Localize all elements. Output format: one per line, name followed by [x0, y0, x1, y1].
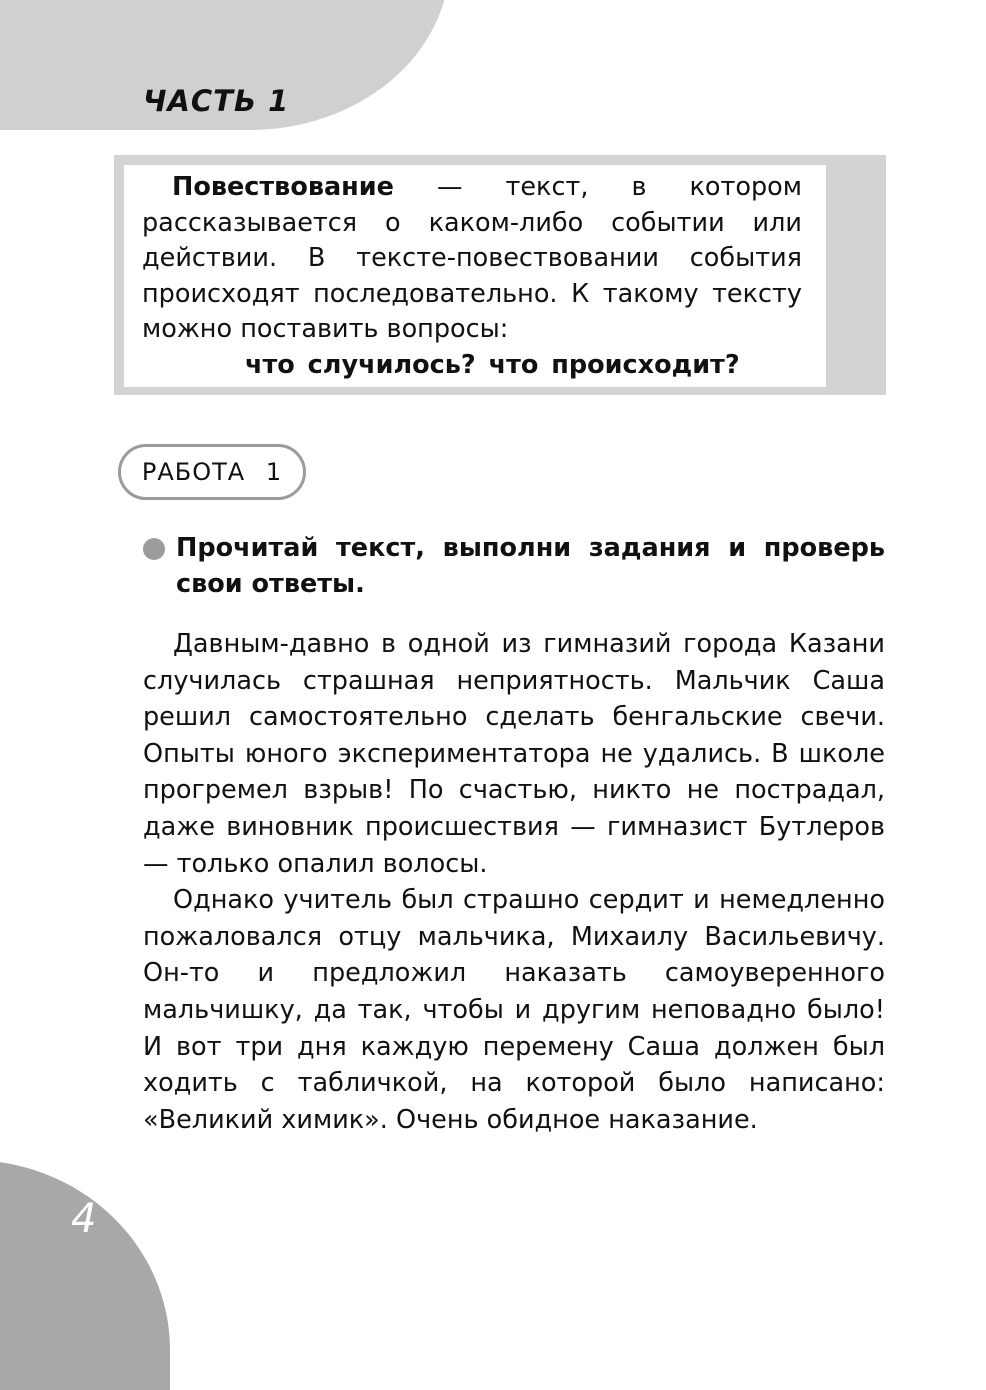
story-paragraph-2: Однако учитель был страшно сердит и немедленно пожаловался отцу мальчика, Михаилу Васильевичу. Он-то и предложил наказать самоуверенного мальчишку, да так, чтобы и другим неповадно было! И вот три дня каждую перемену Саша должен был ходить с табличкой, на которой было написано: «Великий химик». Очень обидное наказание. — [143, 885, 885, 1135]
rule-box — [124, 165, 826, 387]
rule-term: Повествование — [172, 172, 394, 202]
story-text — [143, 626, 885, 1138]
part-title: ЧАСТЬ 1 — [143, 84, 290, 118]
rule-definition — [142, 170, 802, 348]
rule-questions: что случилось? что происходит? — [245, 349, 740, 380]
work-label-badge — [118, 444, 306, 500]
task-text: Прочитай текст, выполни задания и проверь свои ответы. — [176, 533, 885, 599]
bullet-dot-icon — [143, 538, 165, 560]
work-label: РАБОТА 1 — [141, 458, 283, 486]
page-number-decoration-shape — [0, 1160, 170, 1390]
page-number: 4 — [71, 1196, 97, 1242]
story-paragraph-1: Давным-давно в одной из гимназий города Казани случилась страшная неприятность. Мальчик Саша решил самостоятельно сделать бенгальские свечи. Опыты юного экспериментатора не удались. В школе прогремел взрыв! По счастью, никто не пострадал, даже виновник происшествия — гимназист Бутлеров — только опалил волосы. — [143, 629, 885, 879]
rule-definition-text: — текст, в котором рассказывается о каком-либо событии или действии. В тексте-повествовании события происходят последовательно. К такому тексту можно поставить вопросы: — [142, 172, 802, 344]
task-instruction — [143, 531, 885, 602]
